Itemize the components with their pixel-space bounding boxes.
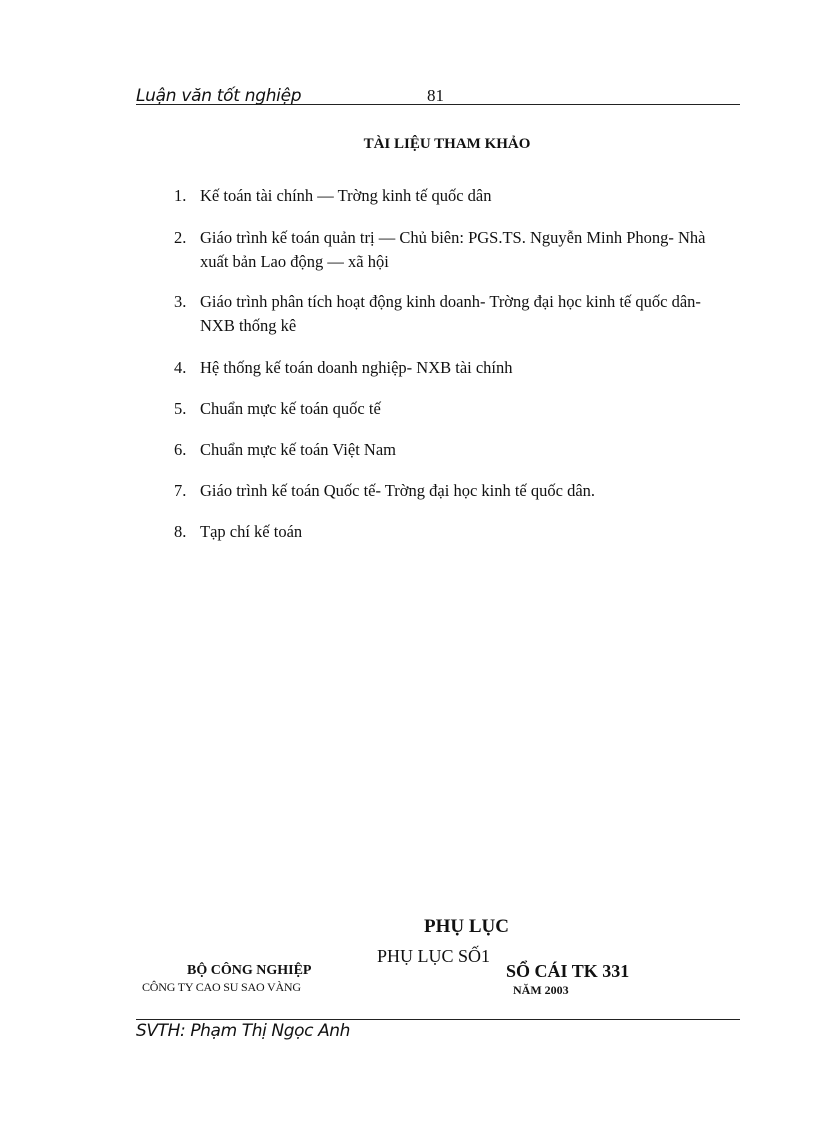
header-rule: [136, 104, 740, 105]
reference-item: [174, 479, 734, 503]
reference-item: [174, 438, 734, 462]
appendix-subtitle: PHỤ LỤC SỐ1: [377, 946, 491, 966]
reference-number: 5.: [174, 399, 187, 418]
page-number: 81: [427, 86, 444, 105]
reference-text: Chuẩn mực kế toán Việt Nam: [200, 440, 396, 459]
footer-rule: [136, 1019, 740, 1020]
reference-number: 3.: [174, 292, 187, 311]
reference-text: Giáo trình kế toán quản trị — Chủ biên: PGS.TS. Nguyễn Minh Phong- Nhà xuất bản Lao động — xã hội: [200, 228, 706, 271]
reference-text: Hệ thống kế toán doanh nghiệp- NXB tài chính: [200, 358, 513, 377]
reference-item: [174, 226, 734, 274]
reference-item: [174, 184, 734, 208]
ledger-year: NĂM 2003: [513, 983, 569, 997]
company-name: CÔNG TY CAO SU SAO VÀNG: [142, 980, 301, 994]
reference-number: 8.: [174, 522, 187, 541]
thesis-header-label: Luận văn tốt nghiệp: [136, 86, 302, 106]
ledger-title: SỔ CÁI TK 331: [506, 961, 630, 981]
student-name: SVTH: Phạm Thị Ngọc Anh: [136, 1021, 351, 1041]
ministry-name: BỘ CÔNG NGHIỆP: [187, 963, 312, 978]
reference-text: Chuẩn mực kế toán quốc tế: [200, 399, 381, 418]
reference-list: [174, 184, 734, 544]
appendix-title: PHỤ LỤC: [424, 916, 509, 937]
reference-number: 7.: [174, 481, 187, 500]
reference-text: Kế toán tài chính — Trờng kinh tế quốc dân: [200, 186, 492, 205]
reference-item: [174, 356, 734, 380]
reference-item: [174, 397, 734, 421]
reference-number: 6.: [174, 440, 187, 459]
references-title: TÀI LIỆU THAM KHẢO: [363, 136, 531, 152]
reference-item: [174, 290, 734, 338]
reference-text: Giáo trình kế toán Quốc tế- Trờng đại học kinh tế quốc dân.: [200, 481, 596, 500]
reference-text: Tạp chí kế toán: [200, 522, 303, 541]
reference-number: 2.: [174, 228, 187, 247]
reference-number: 4.: [174, 358, 187, 377]
reference-text: Giáo trình phân tích hoạt động kinh doanh- Trờng đại học kinh tế quốc dân- NXB thống kê: [200, 292, 701, 335]
reference-item: [174, 520, 734, 544]
reference-number: 1.: [174, 186, 187, 205]
